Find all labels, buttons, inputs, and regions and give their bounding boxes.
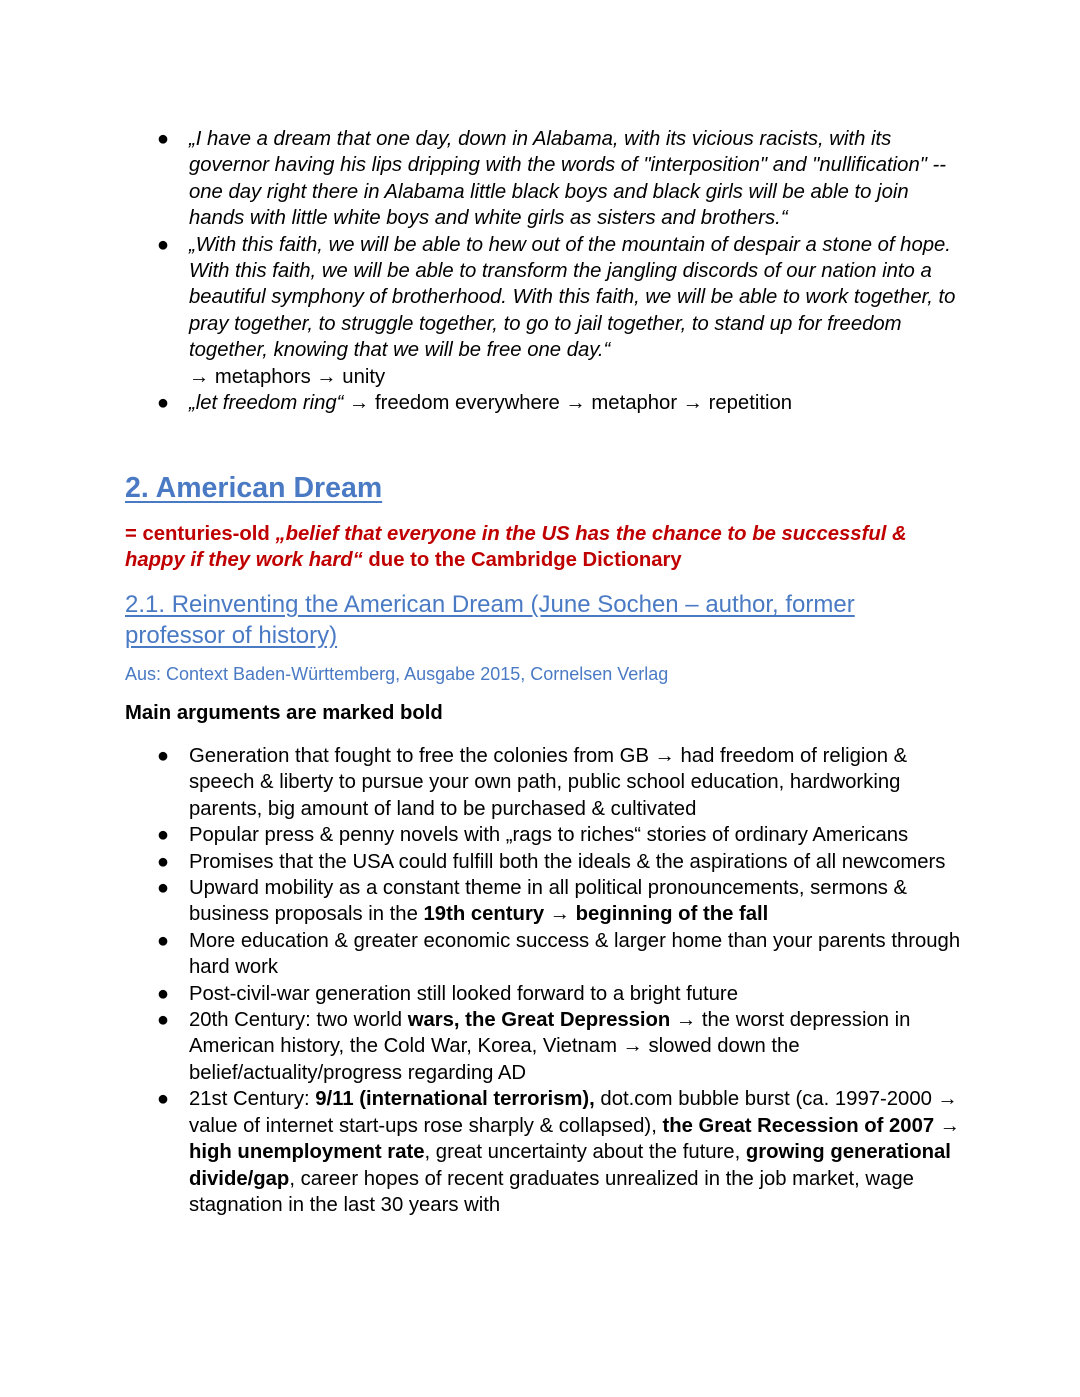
section-heading[interactable]: 2. American Dream [125, 472, 383, 504]
argument-text: Upward mobility as a constant theme in all political pronouncements, sermons & business proposals in the [189, 877, 908, 926]
list-item [0, 232, 964, 390]
list-item [0, 928, 964, 981]
quote-list [0, 126, 964, 416]
argument-text: Generation that fought to free the colonies from GB → had freedom of religion & speech & liberty to pursue your own path, public school education, hardworking parents, big amount of land to be purchased & cultivated [189, 745, 908, 820]
argument-bold: the Great Recession of 2007 → high unemployment rate [189, 1114, 961, 1164]
argument-text: Popular press & penny novels with „rags to riches“ stories of ordinary Americans [189, 824, 909, 847]
argument-list [0, 743, 964, 1218]
argument-text: , career hopes of recent graduates unrealized in the job market, wage stagnation in the last 30 years with [189, 1167, 914, 1216]
list-item [0, 822, 964, 848]
bullet-icon: ● [156, 877, 170, 900]
argument-text: → the worst depression in American history, the Cold War, Korea, Vietnam → slowed down the belief/actuality/progress regarding AD [189, 1009, 911, 1084]
definition-post: due to the Cambridge Dictionary [362, 549, 682, 572]
bold-note: Main arguments are marked bold [125, 702, 443, 724]
bullet-icon: ● [156, 982, 170, 1005]
definition-quote: „belief that everyone in the US has the chance to be successful & happy if they work hard“ [125, 523, 907, 572]
argument-bold: 9/11 (international terrorism), [315, 1088, 595, 1111]
argument-text: Promises that the USA could fulfill both the ideals & the aspirations of all newcomers [189, 850, 946, 873]
argument-text: 20th Century: two world [189, 1009, 408, 1032]
bullet-icon: ● [156, 929, 170, 952]
list-item [0, 1007, 964, 1086]
list-item [0, 743, 964, 822]
subsection-heading[interactable]: 2.1. Reinventing the American Dream (June Sochen – author, former professor of history) [125, 591, 855, 649]
argument-text: Post-civil-war generation still looked forward to a bright future [189, 982, 738, 1005]
bullet-icon: ● [156, 745, 170, 767]
bullet-icon: ● [156, 128, 170, 150]
argument-text: More education & greater economic success & larger home than your parents through hard work [189, 929, 961, 979]
argument-text: dot.com bubble burst (ca. 1997-2000 → value of internet start-ups rose sharply & collapsed), [189, 1088, 958, 1137]
bullet-icon: ● [156, 850, 170, 873]
bullet-icon: ● [156, 1009, 170, 1032]
definition-pre: = centuries-old [125, 523, 276, 545]
bullet-icon: ● [156, 392, 170, 415]
quote-text: „With this faith, we will be able to hew out of the mountain of despair a stone of hope. With this faith, we will be able to transform the jangling discords of our nation into a beautiful symphony of brotherhood. With this faith, we will be able to work together, to pray together, to struggle together, to go to jail together, to stand up for freedom together, knowing that we will be free one day.“ [189, 233, 956, 362]
list-item [0, 390, 964, 416]
quote-note: → metaphors → unity [189, 365, 386, 388]
definition [125, 521, 965, 574]
bullet-icon: ● [156, 1088, 170, 1111]
list-item [0, 849, 964, 875]
source-line: Aus: Context Baden-Württemberg, Ausgabe 2015, Cornelsen Verlag [125, 664, 669, 684]
argument-bold: wars, the Great Depression [407, 1009, 671, 1032]
quote-note: → freedom everywhere → metaphor → repetition [343, 392, 793, 415]
quote-text: „let freedom ring“ [189, 392, 344, 415]
list-item [0, 1086, 964, 1218]
list-item [0, 126, 964, 232]
argument-bold: 19th century → beginning of the fall [423, 903, 769, 926]
argument-text: 21st Century: [189, 1088, 316, 1111]
list-item [0, 875, 964, 928]
list-item [0, 981, 964, 1007]
argument-bold: growing generational divide/gap [189, 1141, 951, 1190]
quote-text: „I have a dream that one day, down in Alabama, with its vicious racists, with its governor having his lips dripping with the words of "interposition" and "nullification" -- one day right there in Alabama little black boys and black girls will be able to join hands with little white boys and white girls as sisters and brothers.“ [189, 128, 947, 230]
argument-text: , great uncertainty about the future, [424, 1141, 746, 1164]
bullet-icon: ● [156, 233, 170, 256]
bullet-icon: ● [156, 824, 170, 847]
